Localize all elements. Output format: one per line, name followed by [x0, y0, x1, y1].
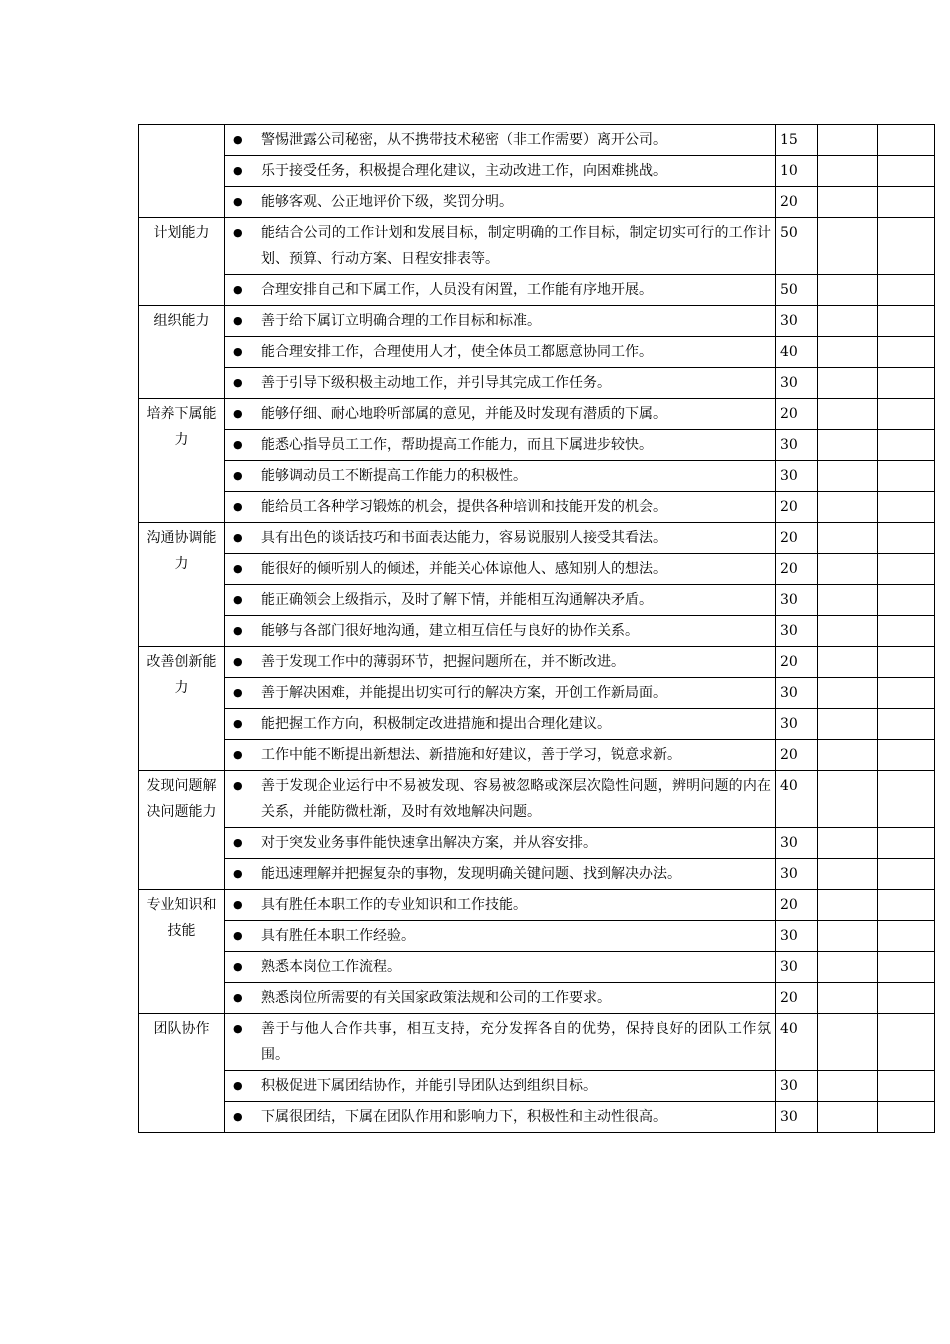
- score-cell: 30: [776, 709, 818, 740]
- criterion-text: 善于发现工作中的薄弱环节，把握问题所在，并不断改进。: [261, 654, 625, 670]
- bullet-icon: ●: [233, 686, 243, 699]
- table-row: [139, 921, 935, 952]
- self-rating-cell[interactable]: [818, 156, 878, 187]
- review-rating-cell[interactable]: [878, 275, 935, 306]
- criterion-text: 能够与各部门很好地沟通，建立相互信任与良好的协作关系。: [261, 623, 639, 639]
- self-rating-cell[interactable]: [818, 678, 878, 709]
- review-rating-cell[interactable]: [878, 647, 935, 678]
- score-cell: 30: [776, 1071, 818, 1102]
- criterion-text: 善于给下属订立明确合理的工作目标和标准。: [261, 313, 541, 329]
- criterion-text: 能合理安排工作，合理使用人才，使全体员工都愿意协同工作。: [261, 344, 653, 360]
- criterion-cell: [225, 921, 776, 952]
- criterion-cell: [225, 1071, 776, 1102]
- table-row: [139, 125, 935, 156]
- criterion-cell: [225, 1014, 776, 1071]
- table-row: [139, 492, 935, 523]
- table-row: [139, 1102, 935, 1133]
- bullet-icon: ●: [233, 438, 243, 451]
- bullet-icon: ●: [233, 500, 243, 513]
- self-rating-cell[interactable]: [818, 771, 878, 828]
- bullet-icon: ●: [233, 836, 243, 849]
- bullet-icon: ●: [233, 1022, 243, 1035]
- criterion-cell: [225, 585, 776, 616]
- criterion-cell: [225, 275, 776, 306]
- criterion-cell: [225, 952, 776, 983]
- self-rating-cell[interactable]: [818, 585, 878, 616]
- review-rating-cell[interactable]: [878, 585, 935, 616]
- criterion-text: 具有胜任本职工作的专业知识和工作技能。: [261, 897, 527, 913]
- table-row: [139, 368, 935, 399]
- self-rating-cell[interactable]: [818, 740, 878, 771]
- bullet-icon: ●: [233, 867, 243, 880]
- review-rating-cell[interactable]: [878, 492, 935, 523]
- criterion-cell: [225, 740, 776, 771]
- score-cell: 30: [776, 616, 818, 647]
- review-rating-cell[interactable]: [878, 125, 935, 156]
- table-row: [139, 616, 935, 647]
- criterion-text: 熟悉本岗位工作流程。: [261, 959, 401, 975]
- score-cell: 30: [776, 1102, 818, 1133]
- self-rating-cell[interactable]: [818, 218, 878, 275]
- score-cell: 30: [776, 678, 818, 709]
- criterion-cell: [225, 125, 776, 156]
- self-rating-cell[interactable]: [818, 337, 878, 368]
- review-rating-cell[interactable]: [878, 187, 935, 218]
- self-rating-cell[interactable]: [818, 709, 878, 740]
- score-cell: 20: [776, 740, 818, 771]
- table-row: [139, 952, 935, 983]
- bullet-icon: ●: [233, 991, 243, 1004]
- bullet-icon: ●: [233, 376, 243, 389]
- criterion-cell: [225, 678, 776, 709]
- review-rating-cell[interactable]: [878, 1071, 935, 1102]
- self-rating-cell[interactable]: [818, 399, 878, 430]
- score-cell: 40: [776, 1014, 818, 1071]
- criterion-text: 善于发现企业运行中不易被发现、容易被忽略或深层次隐性问题，辨明问题的内在关系，并能防微杜渐，及时有效地解决问题。: [261, 778, 771, 820]
- review-rating-cell[interactable]: [878, 709, 935, 740]
- bullet-icon: ●: [233, 469, 243, 482]
- self-rating-cell[interactable]: [818, 616, 878, 647]
- bullet-icon: ●: [233, 407, 243, 420]
- table-row: [139, 523, 935, 554]
- review-rating-cell[interactable]: [878, 523, 935, 554]
- review-rating-cell[interactable]: [878, 740, 935, 771]
- self-rating-cell[interactable]: [818, 306, 878, 337]
- bullet-icon: ●: [233, 960, 243, 973]
- table-row: [139, 430, 935, 461]
- score-cell: 30: [776, 368, 818, 399]
- self-rating-cell[interactable]: [818, 492, 878, 523]
- category-cell: 专业知识和技能: [139, 890, 225, 1014]
- score-cell: 20: [776, 399, 818, 430]
- criterion-text: 积极促进下属团结协作，并能引导团队达到组织目标。: [261, 1078, 597, 1094]
- criterion-cell: [225, 890, 776, 921]
- criterion-text: 熟悉岗位所需要的有关国家政策法规和公司的工作要求。: [261, 990, 611, 1006]
- category-cell: 沟通协调能力: [139, 523, 225, 647]
- bullet-icon: ●: [233, 624, 243, 637]
- self-rating-cell[interactable]: [818, 523, 878, 554]
- score-cell: 40: [776, 771, 818, 828]
- criterion-cell: [225, 492, 776, 523]
- criterion-cell: [225, 709, 776, 740]
- criterion-cell: [225, 1102, 776, 1133]
- review-rating-cell[interactable]: [878, 156, 935, 187]
- criterion-text: 下属很团结，下属在团队作用和影响力下，积极性和主动性很高。: [261, 1109, 667, 1125]
- bullet-icon: ●: [233, 562, 243, 575]
- table-row: [139, 461, 935, 492]
- criterion-cell: [225, 430, 776, 461]
- criterion-text: 能悉心指导员工工作，帮助提高工作能力，而且下属进步较快。: [261, 437, 653, 453]
- bullet-icon: ●: [233, 283, 243, 296]
- self-rating-cell[interactable]: [818, 890, 878, 921]
- table-row: [139, 983, 935, 1014]
- review-rating-cell[interactable]: [878, 616, 935, 647]
- bullet-icon: ●: [233, 1110, 243, 1123]
- criterion-cell: [225, 983, 776, 1014]
- review-rating-cell[interactable]: [878, 399, 935, 430]
- category-cell: 组织能力: [139, 306, 225, 399]
- criterion-text: 善于与他人合作共事，相互支持，充分发挥各自的优势，保持良好的团队工作氛围。: [261, 1021, 771, 1063]
- criterion-cell: [225, 399, 776, 430]
- score-cell: 20: [776, 523, 818, 554]
- review-rating-cell[interactable]: [878, 952, 935, 983]
- bullet-icon: ●: [233, 345, 243, 358]
- self-rating-cell[interactable]: [818, 187, 878, 218]
- criterion-text: 具有出色的谈话技巧和书面表达能力，容易说服别人接受其看法。: [261, 530, 667, 546]
- category-cell: 培养下属能力: [139, 399, 225, 523]
- criterion-text: 善于引导下级积极主动地工作，并引导其完成工作任务。: [261, 375, 611, 391]
- criterion-text: 乐于接受任务，积极提合理化建议，主动改进工作，向困难挑战。: [261, 163, 667, 179]
- bullet-icon: ●: [233, 717, 243, 730]
- category-cell: [139, 125, 225, 218]
- bullet-icon: ●: [233, 655, 243, 668]
- bullet-icon: ●: [233, 1079, 243, 1092]
- self-rating-cell[interactable]: [818, 647, 878, 678]
- table-row: [139, 1071, 935, 1102]
- criterion-cell: [225, 187, 776, 218]
- review-rating-cell[interactable]: [878, 554, 935, 585]
- score-cell: 40: [776, 337, 818, 368]
- review-rating-cell[interactable]: [878, 461, 935, 492]
- category-cell: 改善创新能力: [139, 647, 225, 771]
- bullet-icon: ●: [233, 314, 243, 327]
- table-row: [139, 1014, 935, 1071]
- score-cell: 20: [776, 983, 818, 1014]
- evaluation-table-body: [139, 125, 935, 1133]
- table-row: [139, 337, 935, 368]
- bullet-icon: ●: [233, 593, 243, 606]
- review-rating-cell[interactable]: [878, 859, 935, 890]
- evaluation-table: [138, 124, 935, 1133]
- self-rating-cell[interactable]: [818, 554, 878, 585]
- criterion-cell: [225, 523, 776, 554]
- review-rating-cell[interactable]: [878, 921, 935, 952]
- review-rating-cell[interactable]: [878, 828, 935, 859]
- category-cell: 计划能力: [139, 218, 225, 306]
- score-cell: 20: [776, 647, 818, 678]
- score-cell: 15: [776, 125, 818, 156]
- self-rating-cell[interactable]: [818, 983, 878, 1014]
- criterion-cell: [225, 771, 776, 828]
- score-cell: 30: [776, 859, 818, 890]
- table-row: [139, 585, 935, 616]
- criterion-text: 工作中能不断提出新想法、新措施和好建议，善于学习，锐意求新。: [261, 747, 681, 763]
- criterion-text: 合理安排自己和下属工作，人员没有闲置，工作能有序地开展。: [261, 282, 653, 298]
- score-cell: 30: [776, 306, 818, 337]
- self-rating-cell[interactable]: [818, 1014, 878, 1071]
- table-row: [139, 156, 935, 187]
- review-rating-cell[interactable]: [878, 306, 935, 337]
- review-rating-cell[interactable]: [878, 1102, 935, 1133]
- bullet-icon: ●: [233, 779, 243, 792]
- review-rating-cell[interactable]: [878, 337, 935, 368]
- criterion-text: 能迅速理解并把握复杂的事物，发现明确关键问题、找到解决办法。: [261, 866, 681, 882]
- bullet-icon: ●: [233, 133, 243, 146]
- score-cell: 30: [776, 430, 818, 461]
- score-cell: 30: [776, 585, 818, 616]
- review-rating-cell[interactable]: [878, 890, 935, 921]
- table-row: [139, 306, 935, 337]
- table-row: [139, 218, 935, 275]
- self-rating-cell[interactable]: [818, 828, 878, 859]
- table-row: [139, 275, 935, 306]
- score-cell: 20: [776, 187, 818, 218]
- score-cell: 20: [776, 492, 818, 523]
- criterion-text: 能把握工作方向，积极制定改进措施和提出合理化建议。: [261, 716, 611, 732]
- self-rating-cell[interactable]: [818, 430, 878, 461]
- score-cell: 50: [776, 275, 818, 306]
- table-row: [139, 859, 935, 890]
- self-rating-cell[interactable]: [818, 1102, 878, 1133]
- bullet-icon: ●: [233, 898, 243, 911]
- score-cell: 30: [776, 952, 818, 983]
- criterion-text: 能正确领会上级指示，及时了解下情，并能相互沟通解决矛盾。: [261, 592, 653, 608]
- review-rating-cell[interactable]: [878, 1014, 935, 1071]
- review-rating-cell[interactable]: [878, 678, 935, 709]
- score-cell: 30: [776, 828, 818, 859]
- review-rating-cell[interactable]: [878, 771, 935, 828]
- criterion-text: 能给员工各种学习锻炼的机会，提供各种培训和技能开发的机会。: [261, 499, 667, 515]
- self-rating-cell[interactable]: [818, 952, 878, 983]
- self-rating-cell[interactable]: [818, 921, 878, 952]
- criterion-text: 能很好的倾听别人的倾述，并能关心体谅他人、感知别人的想法。: [261, 561, 667, 577]
- criterion-cell: [225, 306, 776, 337]
- self-rating-cell[interactable]: [818, 1071, 878, 1102]
- criterion-cell: [225, 828, 776, 859]
- review-rating-cell[interactable]: [878, 368, 935, 399]
- criterion-text: 警惕泄露公司秘密，从不携带技术秘密（非工作需要）离开公司。: [261, 132, 667, 148]
- table-row: [139, 647, 935, 678]
- bullet-icon: ●: [233, 929, 243, 942]
- criterion-cell: [225, 337, 776, 368]
- score-cell: 50: [776, 218, 818, 275]
- bullet-icon: ●: [233, 195, 243, 208]
- score-cell: 20: [776, 890, 818, 921]
- criterion-text: 能够客观、公正地评价下级，奖罚分明。: [261, 194, 513, 210]
- table-row: [139, 187, 935, 218]
- criterion-text: 对于突发业务事件能快速拿出解决方案，并从容安排。: [261, 835, 597, 851]
- table-row: [139, 890, 935, 921]
- table-row: [139, 678, 935, 709]
- criterion-cell: [225, 859, 776, 890]
- bullet-icon: ●: [233, 748, 243, 761]
- table-row: [139, 740, 935, 771]
- table-row: [139, 828, 935, 859]
- criterion-cell: [225, 156, 776, 187]
- self-rating-cell[interactable]: [818, 125, 878, 156]
- category-cell: 发现问题解决问题能力: [139, 771, 225, 890]
- bullet-icon: ●: [233, 164, 243, 177]
- criterion-text: 具有胜任本职工作经验。: [261, 928, 415, 944]
- criterion-text: 能够仔细、耐心地聆听部属的意见，并能及时发现有潜质的下属。: [261, 406, 667, 422]
- criterion-text: 能结合公司的工作计划和发展目标，制定明确的工作目标，制定切实可行的工作计划、预算、行动方案、日程安排表等。: [261, 225, 771, 267]
- self-rating-cell[interactable]: [818, 859, 878, 890]
- table-row: [139, 771, 935, 828]
- criterion-cell: [225, 554, 776, 585]
- review-rating-cell[interactable]: [878, 430, 935, 461]
- criterion-cell: [225, 368, 776, 399]
- criterion-text: 能够调动员工不断提高工作能力的积极性。: [261, 468, 527, 484]
- table-row: [139, 709, 935, 740]
- criterion-cell: [225, 218, 776, 275]
- review-rating-cell[interactable]: [878, 218, 935, 275]
- score-cell: 10: [776, 156, 818, 187]
- criterion-cell: [225, 647, 776, 678]
- self-rating-cell[interactable]: [818, 368, 878, 399]
- score-cell: 20: [776, 554, 818, 585]
- review-rating-cell[interactable]: [878, 983, 935, 1014]
- self-rating-cell[interactable]: [818, 275, 878, 306]
- criterion-cell: [225, 461, 776, 492]
- table-row: [139, 554, 935, 585]
- score-cell: 30: [776, 461, 818, 492]
- bullet-icon: ●: [233, 226, 243, 239]
- criterion-text: 善于解决困难，并能提出切实可行的解决方案，开创工作新局面。: [261, 685, 667, 701]
- self-rating-cell[interactable]: [818, 461, 878, 492]
- criterion-cell: [225, 616, 776, 647]
- table-row: [139, 399, 935, 430]
- bullet-icon: ●: [233, 531, 243, 544]
- score-cell: 30: [776, 921, 818, 952]
- category-cell: 团队协作: [139, 1014, 225, 1133]
